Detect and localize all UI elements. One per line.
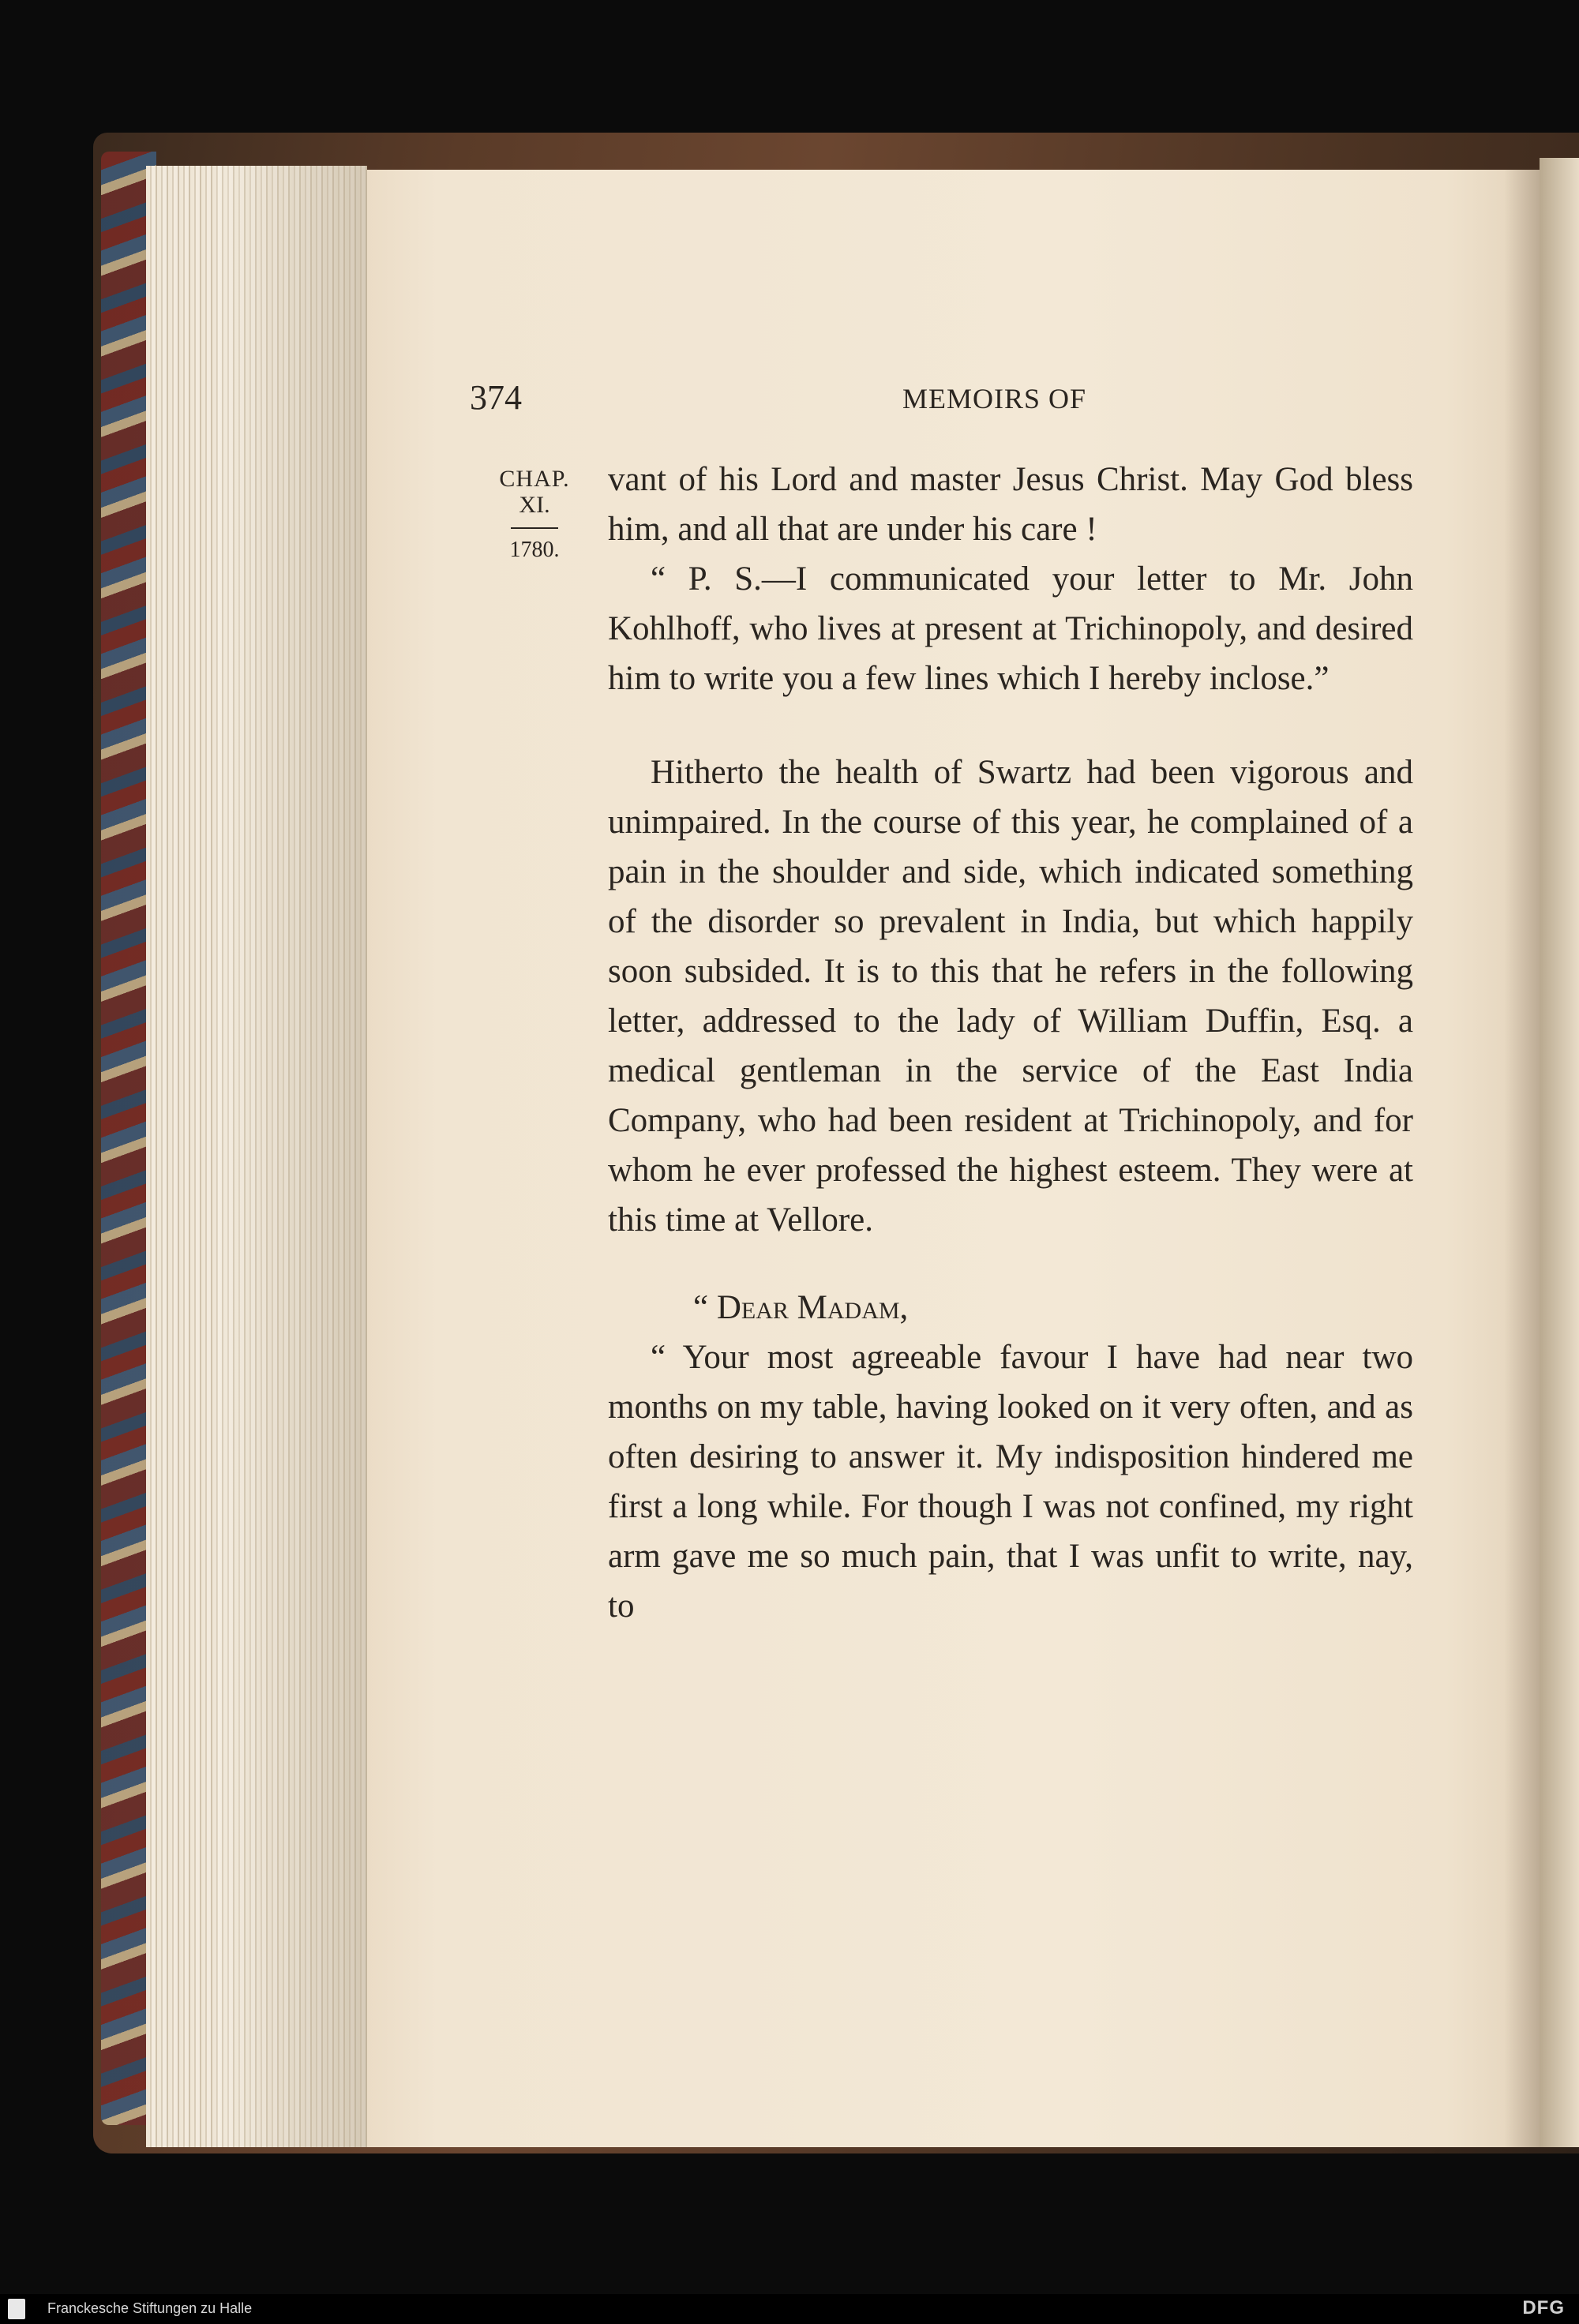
paragraph: “ Your most agreeable favour I have had near two months on my table, having looked on it very often, and as often desiring to answer it. My indisposition hindered me first a long while. For though I was not confined, my right arm gave me so much pain, that I was unfit to write, nay, to — [608, 1339, 1413, 1625]
margin-year: 1780. — [509, 538, 560, 562]
viewer-footer — [0, 2294, 1579, 2324]
margin-note — [491, 466, 578, 563]
page-number: 374 — [470, 378, 522, 417]
paragraph: “ P. S.—I communicated your letter to Mr. John Kohlhoff, who lives at present at Trichinopoly, and desired him to write you a few lines which I hereby inclose.” — [608, 560, 1413, 697]
spine-shadow — [1504, 170, 1540, 2147]
body-text — [608, 455, 1413, 1631]
paragraph-gap — [608, 703, 1413, 748]
dfg-logo: DFG — [1522, 2297, 1565, 2318]
institution-name: Franckesche Stiftungen zu Halle — [47, 2300, 253, 2316]
facing-page-edge — [1540, 158, 1579, 2147]
margin-chap-label: CHAP. — [499, 466, 570, 492]
running-head: MEMOIRS OF — [902, 383, 1087, 414]
institution-logo-icon — [8, 2299, 25, 2319]
margin-rule — [511, 527, 558, 529]
margin-chapter-number: XI. — [519, 492, 550, 518]
page-stack-edges — [146, 166, 367, 2147]
page-header — [470, 377, 1421, 425]
paragraph: Hitherto the health of Swartz had been vigorous and unimpaired. In the course of this year, he complained of a pain in the shoulder and side, which indicated something of the disorder so prevalent in India, but which happily soon subsided. It is to this that he refers in the following letter, addressed to the lady of William Duffin, Esq. a medical gentleman in the service of the East India Company, who had been resident at Trichinopoly, and for whom he ever professed the highest esteem. They were at this time at Vellore. — [608, 754, 1413, 1239]
paragraph-gap — [608, 1245, 1413, 1283]
letter-salutation: “ Dear Madam, — [693, 1289, 909, 1326]
paragraph: vant of his Lord and master Jesus Christ. May God bless him, and all that are under his care ! — [608, 461, 1413, 548]
